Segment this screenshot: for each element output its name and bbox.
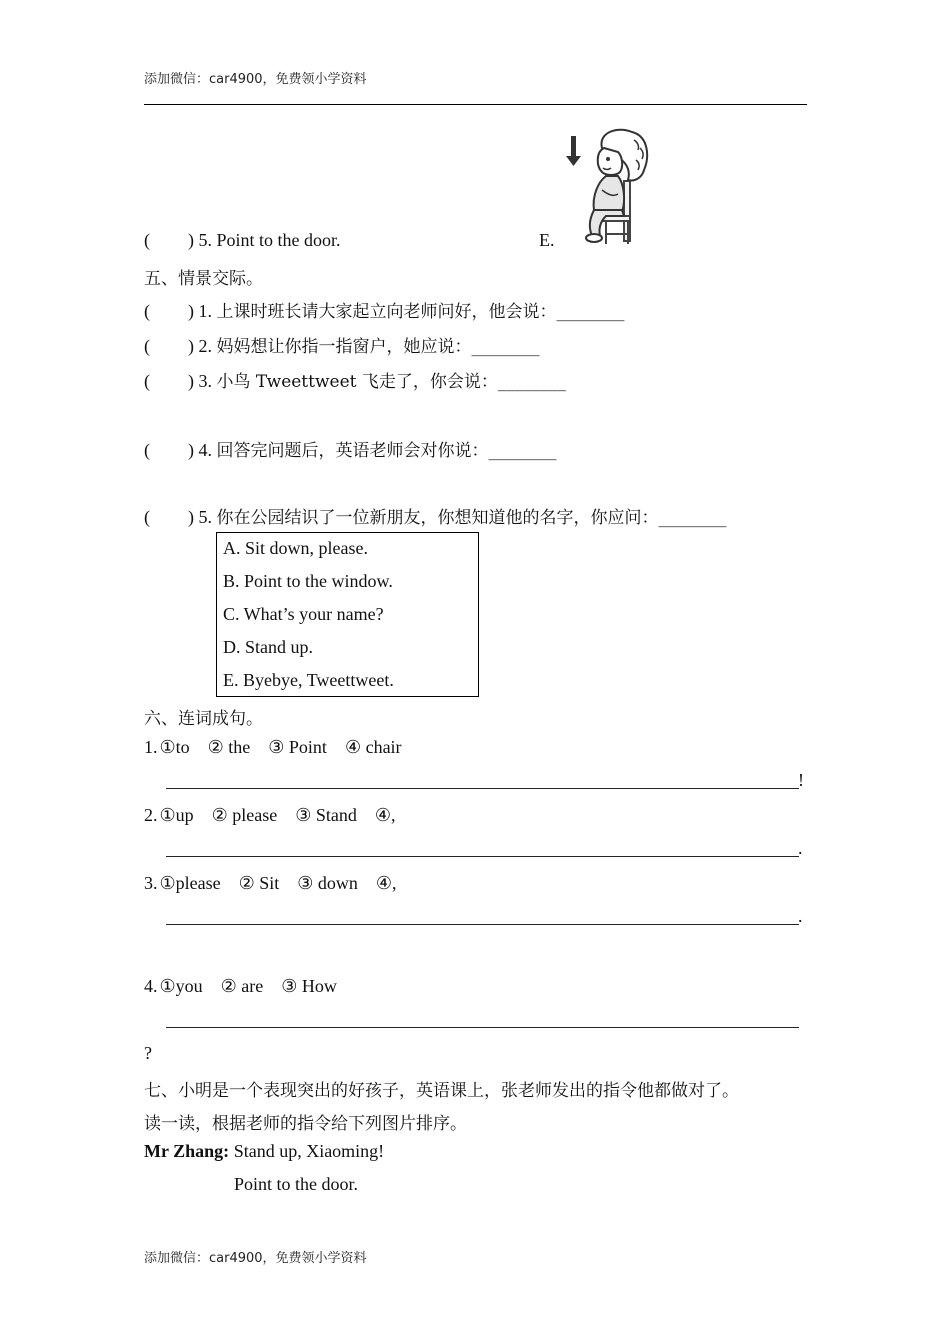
speaker-name: Mr Zhang: xyxy=(144,1141,230,1161)
end-mark-2: . xyxy=(798,838,803,858)
section5-item-3: ( ) 3. 小鸟 Tweettweet 飞走了，你会说：________ xyxy=(144,371,566,392)
answer-paren[interactable]: ( xyxy=(144,336,150,356)
section6-item-2: 2. ①up ② please ③ Stand ④, xyxy=(144,805,396,825)
down-arrow-icon xyxy=(566,136,581,166)
answer-paren[interactable]: ( xyxy=(144,440,150,460)
section5-item-2: ( ) 2. 妈妈想让你指一指窗户，她应说：________ xyxy=(144,336,540,357)
section6-item-1: 1. ①to ② the ③ Point ④ chair xyxy=(144,737,402,757)
option-d: D. Stand up. xyxy=(223,637,313,657)
answer-paren[interactable]: ( xyxy=(144,371,150,391)
answer-line-3[interactable] xyxy=(166,924,799,925)
page-footer: 添加微信：car4900，免费领小学资料 xyxy=(144,1251,367,1266)
section6-item-3: 3. ①please ② Sit ③ down ④, xyxy=(144,873,397,893)
end-mark-3: . xyxy=(798,906,803,926)
end-mark-1: ! xyxy=(798,770,804,790)
answer-line-1[interactable] xyxy=(166,788,799,789)
page-header: 添加微信：car4900，免费领小学资料 xyxy=(144,72,367,87)
option-c: C. What’s your name? xyxy=(223,604,384,624)
header-rule xyxy=(144,104,807,105)
option-b: B. Point to the window. xyxy=(223,571,393,591)
option-a: A. Sit down, please. xyxy=(223,538,368,558)
picture-letter-e: E. xyxy=(539,230,555,250)
answer-line-4[interactable] xyxy=(166,1027,799,1028)
section6-item-4: 4. ①you ② are ③ How xyxy=(144,976,337,996)
section5-title: 五、情景交际。 xyxy=(144,269,263,289)
answer-paren[interactable]: ( xyxy=(144,507,150,527)
section7-title-line2: 读一读，根据老师的指令给下列图片排序。 xyxy=(144,1114,467,1134)
option-e: E. Byebye, Tweettweet. xyxy=(223,670,394,690)
dialogue-line-1: Mr Zhang: Stand up, Xiaoming! xyxy=(144,1141,385,1161)
end-mark-4: ? xyxy=(144,1043,152,1063)
q4-item-5: ( ) 5. Point to the door. xyxy=(144,230,341,250)
section5-item-4: ( ) 4. 回答完问题后，英语老师会对你说：________ xyxy=(144,440,557,461)
section5-item-1: ( ) 1. 上课时班长请大家起立向老师问好，他会说：________ xyxy=(144,301,625,322)
answer-paren[interactable]: ( xyxy=(144,301,150,321)
section6-title: 六、连词成句。 xyxy=(144,709,263,729)
options-box xyxy=(216,532,479,697)
answer-line-2[interactable] xyxy=(166,856,799,857)
dialogue-line-2: Point to the door. xyxy=(234,1174,359,1194)
sitting-girl-illustration xyxy=(562,126,654,248)
section7-title-line1: 七、小明是一个表现突出的好孩子，英语课上，张老师发出的指令他都做对了。 xyxy=(144,1081,739,1101)
section5-item-5: ( ) 5. 你在公园结识了一位新朋友，你想知道他的名字，你应问：________ xyxy=(144,507,727,528)
answer-paren[interactable]: ( xyxy=(144,230,150,250)
